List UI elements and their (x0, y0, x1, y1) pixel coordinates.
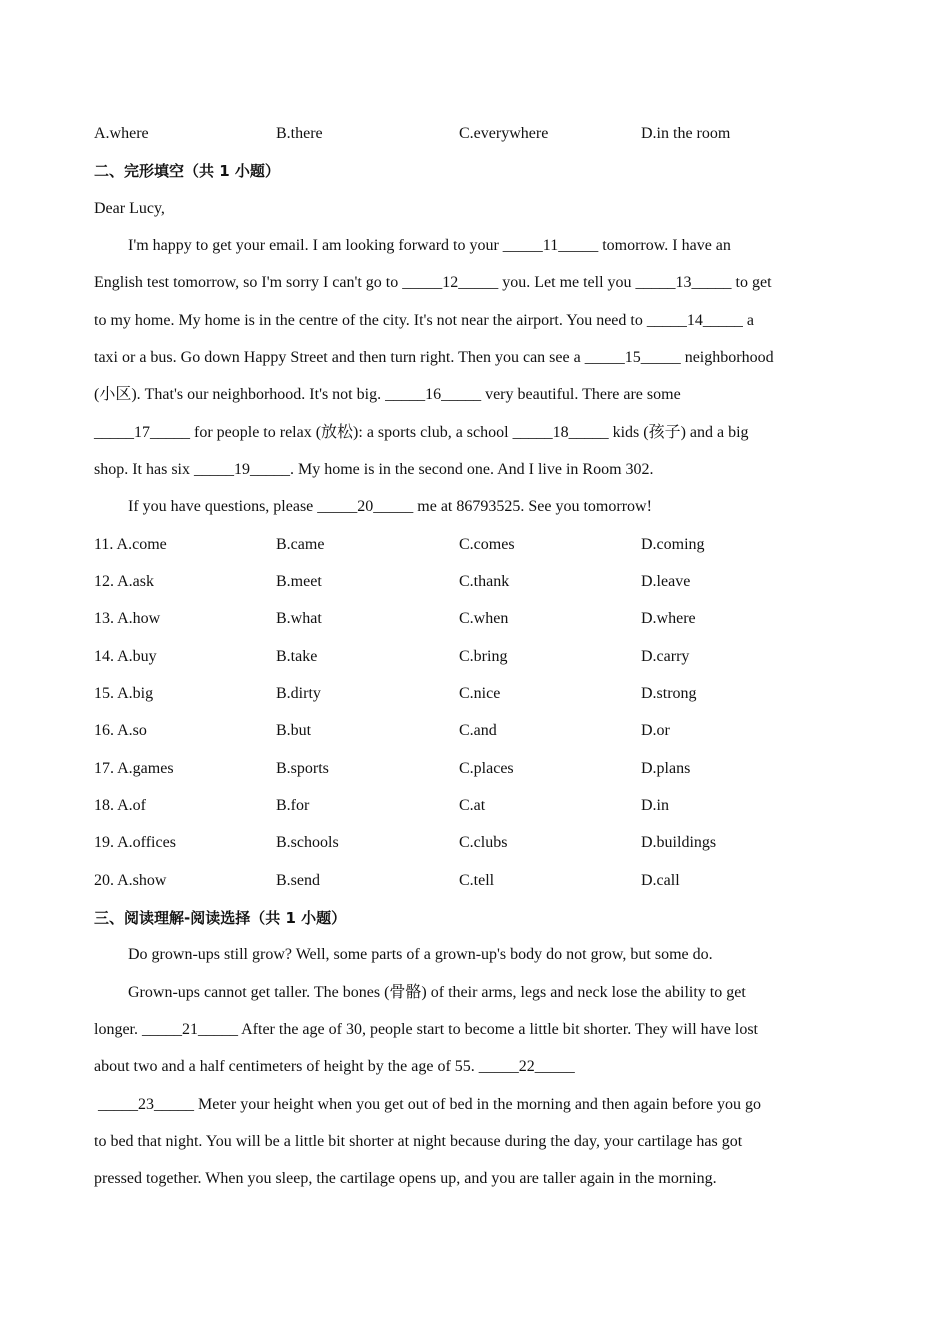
option-a: A.how (117, 610, 161, 627)
option-c: C.everywhere (459, 125, 549, 142)
question-row-11 (94, 535, 814, 555)
passage-line: longer. _____21_____ After the age of 30, people start to become a little bit shorter. They will have lost (94, 1021, 758, 1038)
option-d: D.leave (641, 573, 691, 590)
question-number: 12. (94, 573, 114, 590)
option-c: C.bring (459, 648, 508, 665)
passage-line: _____17_____ for people to relax (放松): a sports club, a school _____18_____ kids (孩子) and a big (94, 424, 749, 441)
passage-line: shop. It has six _____19_____. My home is in the second one. And I live in Room 302. (94, 461, 654, 478)
passage-line: pressed together. When you sleep, the cartilage opens up, and you are taller again in the morning. (94, 1170, 717, 1187)
question-number: 17. (94, 760, 114, 777)
question-number: 11. (94, 536, 114, 553)
question-row-16 (94, 721, 814, 741)
option-d: D.or (641, 722, 670, 739)
passage-line: English test tomorrow, so I'm sorry I can't go to _____12_____ you. Let me tell you _____13_____ to get (94, 274, 772, 291)
prev-question-options (94, 124, 814, 144)
passage-line: about two and a half centimeters of height by the age of 55. _____22_____ (94, 1058, 575, 1075)
passage-line: If you have questions, please _____20_____ me at 86793525. See you tomorrow! (128, 498, 652, 515)
question-number: 20. (94, 872, 114, 889)
option-c: C.thank (459, 573, 510, 590)
question-row-15 (94, 684, 814, 704)
option-a: A.ask (117, 573, 155, 590)
option-b: B.schools (276, 834, 339, 851)
question-row-19 (94, 833, 814, 853)
option-c: C.clubs (459, 834, 508, 851)
option-b: B.send (276, 872, 320, 889)
question-row-20 (94, 871, 814, 891)
passage-line: (小区). That's our neighborhood. It's not big. _____16_____ very beautiful. There are some (94, 386, 681, 403)
passage-line: Grown-ups cannot get taller. The bones (骨骼) of their arms, legs and neck lose the ability to get (128, 984, 746, 1001)
option-d: D.carry (641, 648, 690, 665)
option-c: C.when (459, 610, 509, 627)
letter-greeting: Dear Lucy, (94, 200, 165, 217)
option-d: D.call (641, 872, 680, 889)
option-a: A.where (94, 125, 149, 142)
option-b: B.dirty (276, 685, 321, 702)
option-a: A.so (117, 722, 147, 739)
option-a: A.buy (117, 648, 157, 665)
option-b: B.take (276, 648, 318, 665)
option-d: D.coming (641, 536, 705, 553)
passage-line: Do grown-ups still grow? Well, some parts of a grown-up's body do not grow, but some do. (128, 946, 713, 963)
option-b: B.sports (276, 760, 329, 777)
option-c: C.at (459, 797, 486, 814)
option-b: B.for (276, 797, 310, 814)
question-row-13 (94, 609, 814, 629)
option-a: A.come (116, 536, 167, 553)
option-d: D.buildings (641, 834, 717, 851)
option-a: A.show (117, 872, 167, 889)
option-c: C.and (459, 722, 497, 739)
option-b: B.there (276, 125, 323, 142)
section-heading-reading: 三、阅读理解-阅读选择（共 1 小题） (94, 909, 347, 927)
option-c: C.places (459, 760, 514, 777)
option-b: B.came (276, 536, 325, 553)
question-row-17 (94, 759, 814, 779)
option-d: D.strong (641, 685, 697, 702)
question-number: 13. (94, 610, 114, 627)
option-a: A.big (117, 685, 154, 702)
option-c: C.comes (459, 536, 515, 553)
question-number: 16. (94, 722, 114, 739)
option-b: B.what (276, 610, 322, 627)
question-number: 14. (94, 648, 114, 665)
option-b: B.but (276, 722, 312, 739)
passage-line: _____23_____ Meter your height when you get out of bed in the morning and then again before you go (94, 1096, 761, 1113)
question-row-14 (94, 647, 814, 667)
option-c: C.nice (459, 685, 501, 702)
question-number: 18. (94, 797, 114, 814)
passage-line: to bed that night. You will be a little bit shorter at night because during the day, your cartilage has got (94, 1133, 743, 1150)
option-d: D.where (641, 610, 696, 627)
passage-line: I'm happy to get your email. I am looking forward to your _____11_____ tomorrow. I have an (128, 237, 731, 254)
passage-line: taxi or a bus. Go down Happy Street and then turn right. Then you can see a _____15_____ neighborhood (94, 349, 774, 366)
section-heading-cloze: 二、完形填空（共 1 小题） (94, 162, 280, 180)
passage-line: to my home. My home is in the centre of the city. It's not near the airport. You need to _____14_____ a (94, 312, 754, 329)
question-number: 19. (94, 834, 114, 851)
option-d: D.in (641, 797, 669, 814)
option-a: A.games (117, 760, 174, 777)
question-row-18 (94, 796, 814, 816)
option-c: C.tell (459, 872, 495, 889)
option-d: D.in the room (641, 125, 731, 142)
question-number: 15. (94, 685, 114, 702)
option-a: A.of (117, 797, 147, 814)
option-b: B.meet (276, 573, 322, 590)
option-a: A.offices (117, 834, 176, 851)
question-row-12 (94, 572, 814, 592)
option-d: D.plans (641, 760, 691, 777)
